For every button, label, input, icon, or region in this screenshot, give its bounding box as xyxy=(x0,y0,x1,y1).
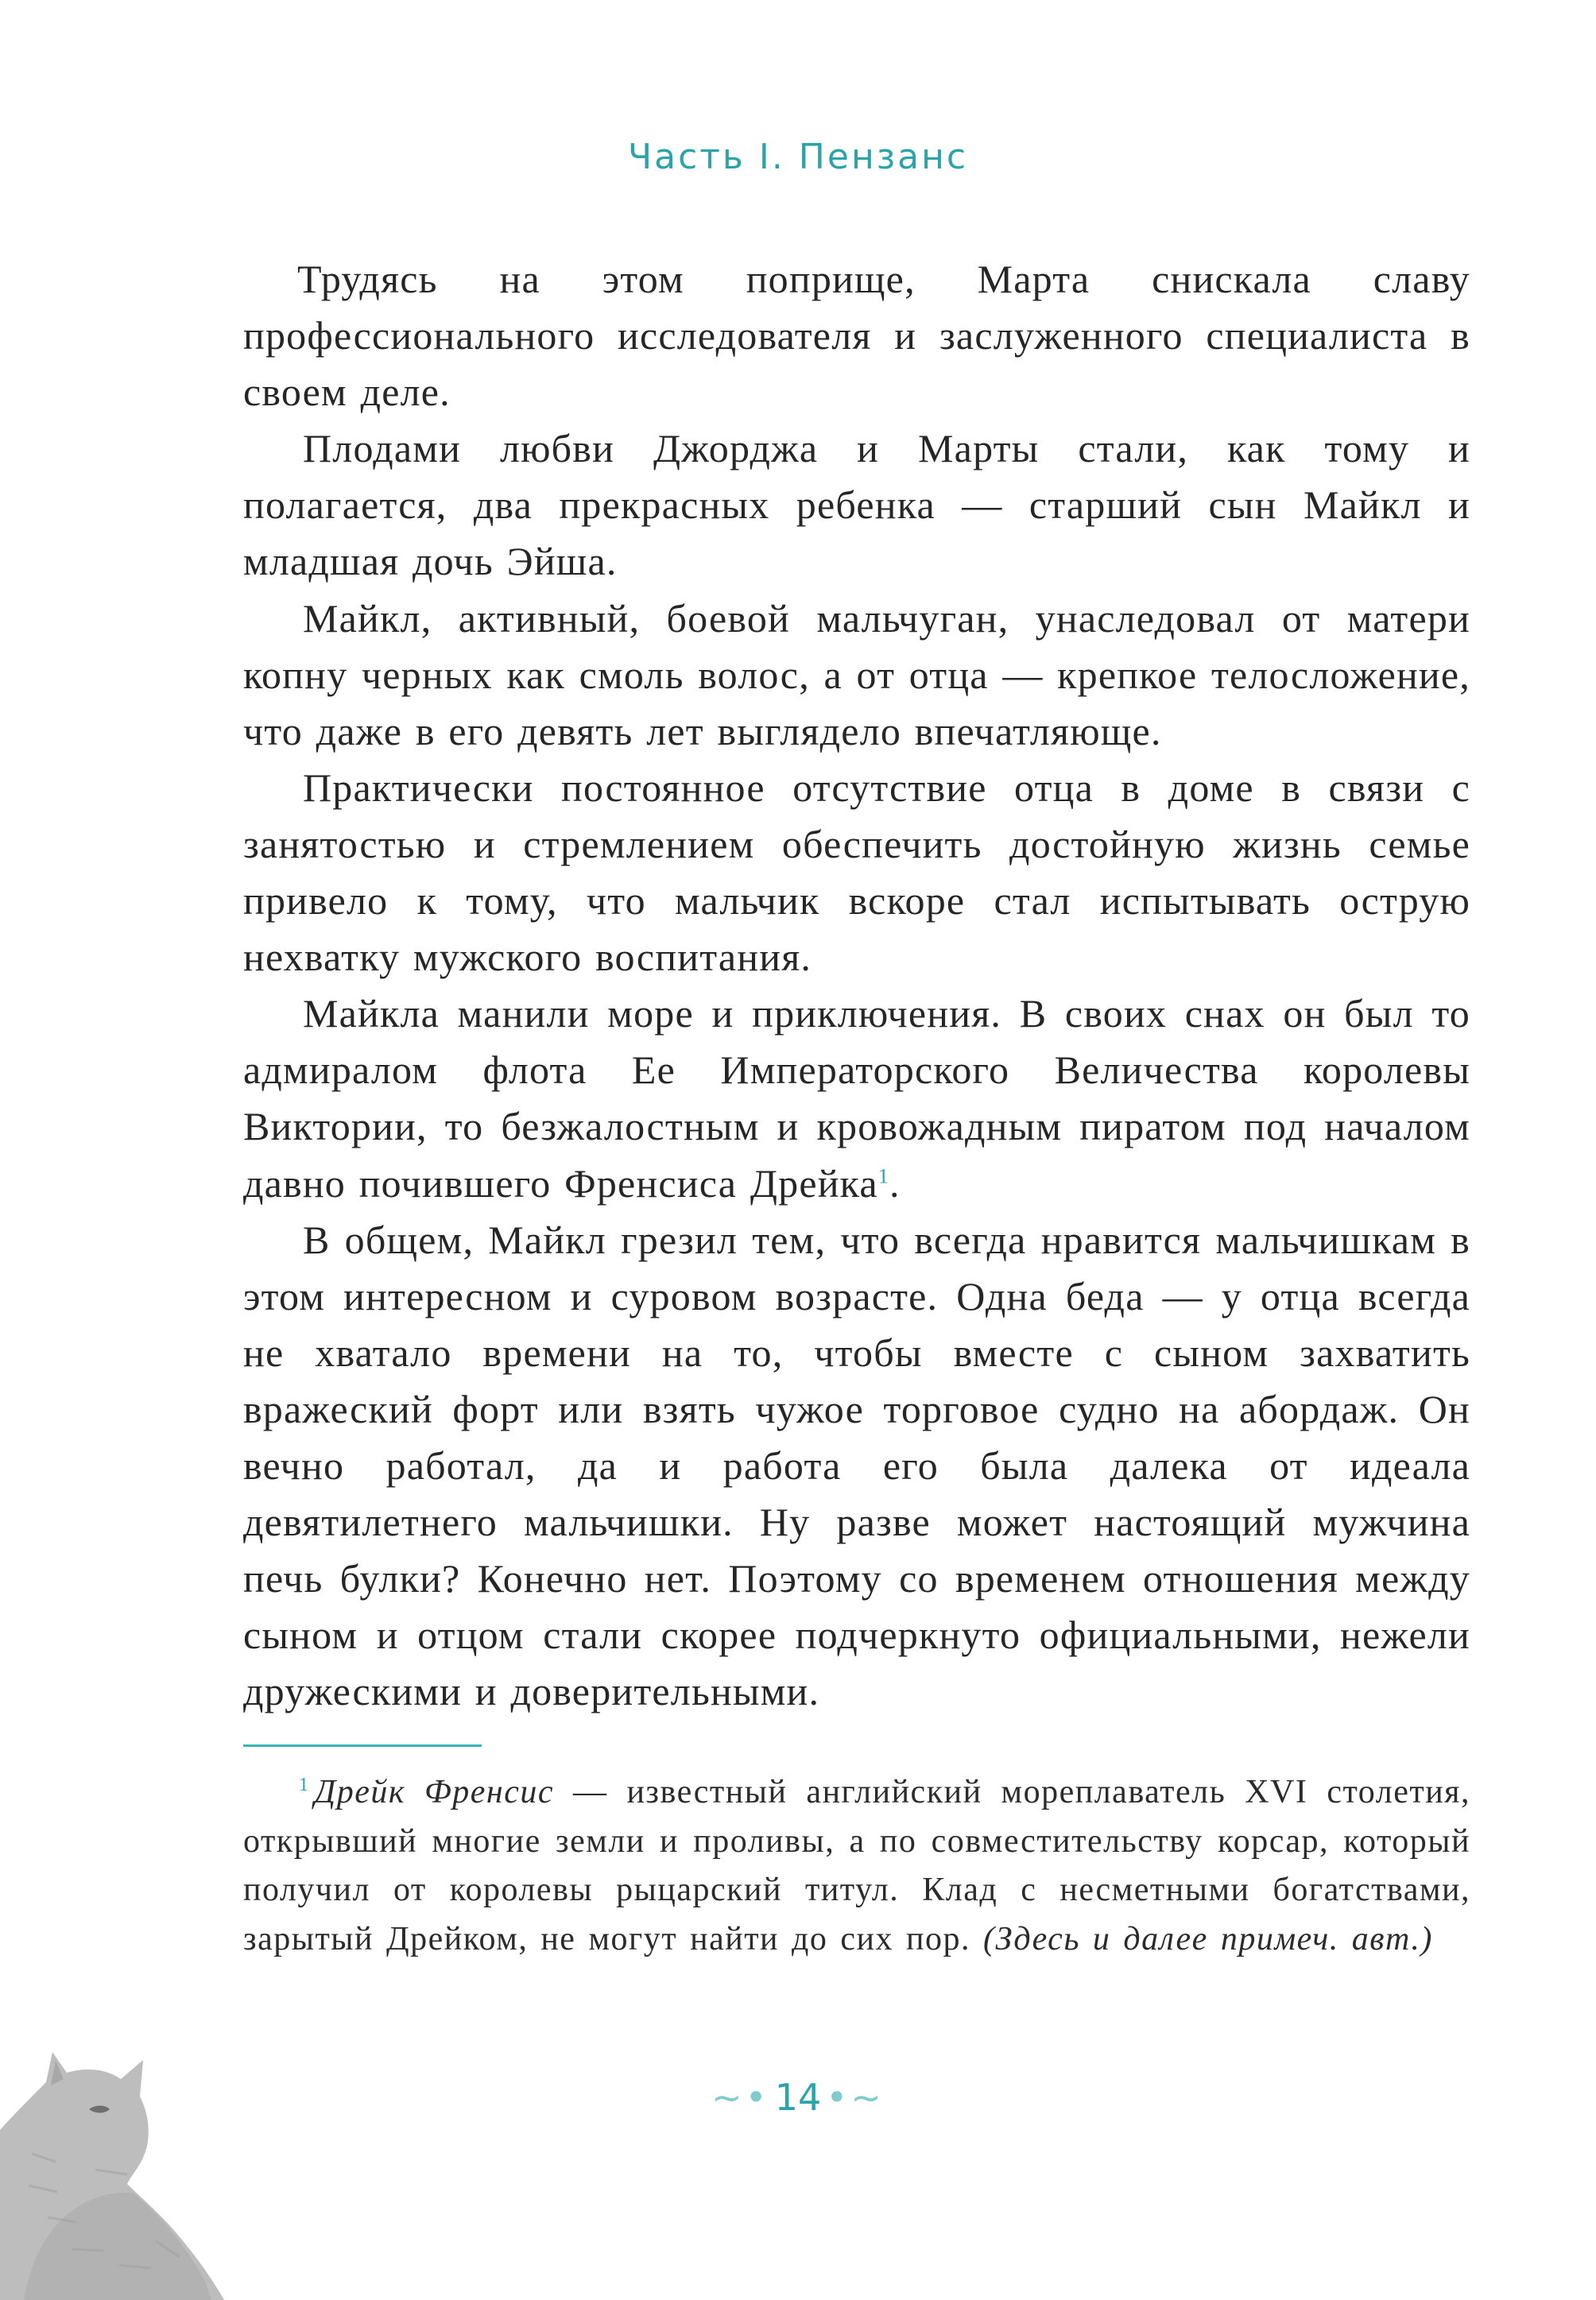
paragraph-4: Практически постоянное отсутствие отца в доме в связи с занятостью и стремлением обеспечить достойную жизнь семье привело к тому, что мальчик вскоре стал испытывать острую нехватку мужского воспитания. xyxy=(243,765,1470,980)
paragraph-2: Плодами любви Джорджа и Марты стали, как тому и полагается, два прекрасных ребенка — старший сын Майкл и младшая дочь Эйша. xyxy=(243,426,1470,584)
page-number-left-ornament: ~• xyxy=(711,2076,770,2119)
page-number-value: 14 xyxy=(774,2076,822,2119)
footnote-marker: 1 xyxy=(299,1775,310,1795)
paragraph-5-text: Майкла манили море и приключения. В своих снах он был то адмиралом флота Ее Императорского Величества королевы Виктории, то безжалостным и кровожадным пиратом под началом давно почившего Френсиса Дрейка xyxy=(243,991,1470,1206)
running-header: Часть I. Пензанс xyxy=(627,137,969,177)
footnote-reference[interactable]: 1 xyxy=(877,1164,890,1187)
footnote xyxy=(243,1768,1470,1964)
paragraph-1: Трудясь на этом поприще, Марта снискала славу профессионального исследователя и заслуженного специалиста в своем деле. xyxy=(243,257,1470,415)
footnote-term: Дрейк Френсис xyxy=(314,1774,555,1810)
paragraph-5 xyxy=(243,985,1470,1211)
paragraph-3: Майкл, активный, боевой мальчуган, унаследовал от матери копну черных как смоль волос, а от отца — крепкое телосложение, что даже в его девять лет выглядело впечатляюще. xyxy=(243,595,1470,753)
footnote-paragraph xyxy=(243,1768,1470,1964)
footnote-note: (Здесь и далее примеч. авт.) xyxy=(983,1920,1433,1957)
body-text xyxy=(243,251,1470,1720)
cat-silhouette-icon xyxy=(0,2003,238,2300)
page-number xyxy=(0,2076,1596,2119)
footnote-divider xyxy=(243,1744,482,1747)
page-number-right-ornament: •~ xyxy=(826,2076,885,2119)
footnote-text: — известный английский мореплаватель XVI столетия, открывший многие земли и проливы, а по совместительству корсар, который получил от королевы рыцарский титул. Клад с несметными богатствами, зарытый Дрейком, не могут найти до сих пор. xyxy=(243,1774,1470,1957)
paragraph-5-end: . xyxy=(889,1160,901,1206)
paragraph-6: В общем, Майкл грезил тем, что всегда нравится мальчишкам в этом интересном и суровом возрасте. Одна беда — у отца всегда не хватало времени на то, чтобы вместе с сыном захватить вражеский форт или взять чужое торговое судно на абордаж. Он вечно работал, да и работа его была далека от идеала девятилетнего мальчишки. Ну разве может настоящий мужчина печь булки? Конечно нет. Поэтому со временем отношения между сыном и отцом стали скорее подчеркнуто официальными, нежели дружескими и доверительными. xyxy=(243,1217,1470,1714)
